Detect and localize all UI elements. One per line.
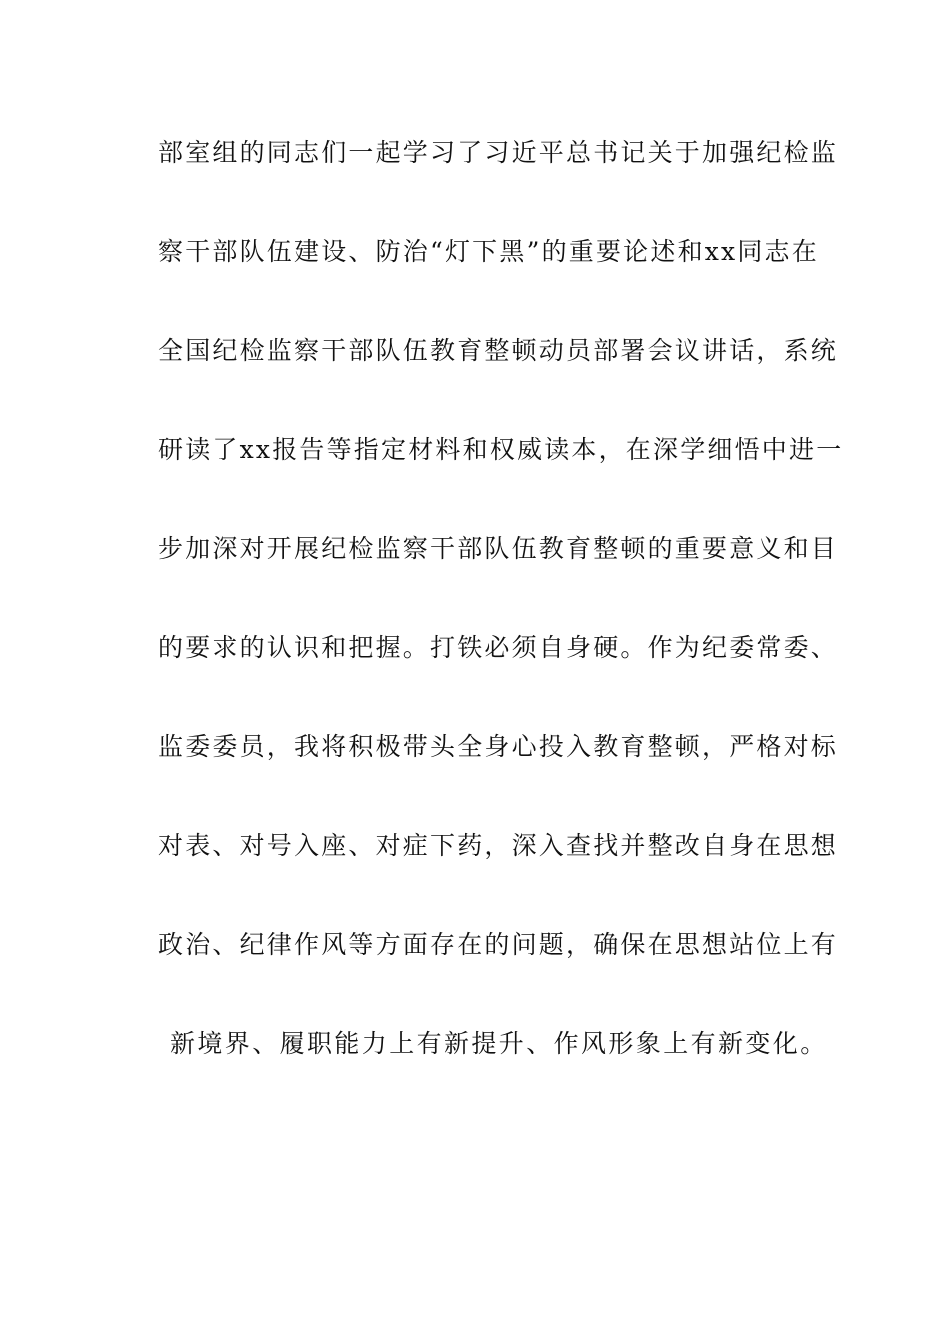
text-line: 研读了xx报告等指定材料和权威读本，在深学细悟中进一 xyxy=(158,435,844,464)
text-line: 察干部队伍建设、防治“灯下黑”的重要论述和xx同志在 xyxy=(158,237,819,266)
text-line: 步加深对开展纪检监察干部队伍教育整顿的重要意义和目 xyxy=(158,534,839,563)
text-line: 对表、对号入座、对症下药，深入查找并整改自身在思想 xyxy=(158,831,839,860)
text-line-last: 新境界、履职能力上有新提升、作风形象上有新变化。 xyxy=(170,1029,828,1058)
body-paragraph xyxy=(158,127,844,1117)
text-line: 全国纪检监察干部队伍教育整顿动员部署会议讲话，系统 xyxy=(158,336,839,365)
text-line: 政治、纪律作风等方面存在的问题，确保在思想站位上有 xyxy=(158,930,839,959)
text-line: 监委委员，我将积极带头全身心投入教育整顿，严格对标 xyxy=(158,732,839,761)
text-line: 的要求的认识和把握。打铁必须自身硬。作为纪委常委、 xyxy=(158,633,839,662)
text-line: 部室组的同志们一起学习了习近平总书记关于加强纪检监 xyxy=(158,138,839,167)
